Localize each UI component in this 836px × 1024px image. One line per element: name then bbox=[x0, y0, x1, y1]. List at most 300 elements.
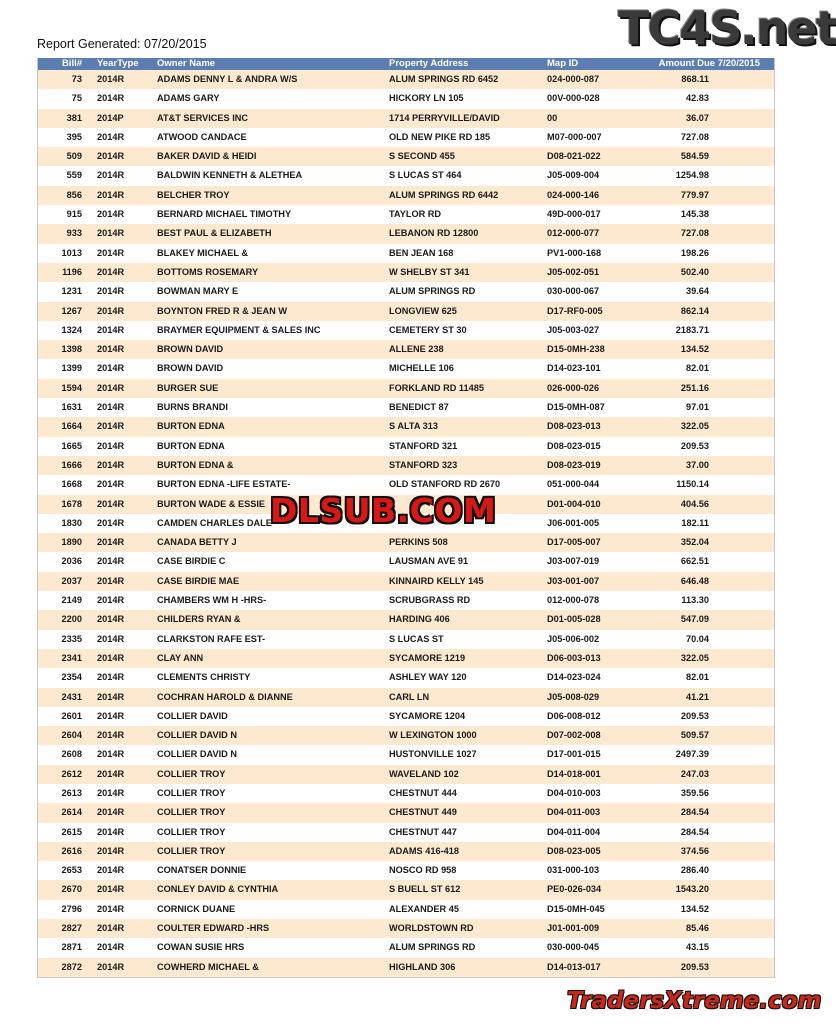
cell-bill: 1665 bbox=[61, 440, 82, 451]
cell-map-id: D08-021-022 bbox=[547, 151, 601, 162]
cell-property-address: OLD STANFORD RD 2670 bbox=[389, 479, 501, 490]
cell-owner-name: BALDWIN KENNETH & ALETHEA bbox=[157, 170, 303, 181]
cell-map-id: 030-000-067 bbox=[547, 286, 600, 297]
cell-amount-due: 113.30 bbox=[681, 595, 709, 606]
cell-year-type: 2014R bbox=[97, 807, 125, 818]
cell-bill: 915 bbox=[66, 209, 82, 220]
table-row bbox=[38, 437, 774, 456]
cell-property-address: SYCAMORE 1219 bbox=[389, 652, 466, 663]
cell-map-id: D08-023-013 bbox=[547, 421, 601, 432]
cell-year-type: 2014R bbox=[97, 402, 125, 413]
cell-bill: 2608 bbox=[61, 749, 82, 760]
cell-amount-due: 502.40 bbox=[680, 266, 709, 277]
cell-owner-name: COLLIER TROY bbox=[157, 807, 226, 818]
table-row bbox=[38, 166, 774, 185]
cell-year-type: 2014R bbox=[97, 440, 125, 451]
cell-property-address: S BUELL ST 612 bbox=[389, 884, 461, 895]
cell-bill: 2431 bbox=[61, 691, 82, 702]
table-row bbox=[38, 707, 774, 726]
table-row bbox=[38, 302, 774, 321]
cell-owner-name: COLLIER TROY bbox=[157, 826, 226, 837]
cell-property-address: S LUCAS ST 464 bbox=[389, 170, 462, 181]
cell-year-type: 2014R bbox=[97, 730, 125, 741]
cell-map-id: M07-000-007 bbox=[547, 131, 602, 142]
cell-property-address: BEN JEAN 168 bbox=[389, 247, 454, 258]
table-row bbox=[38, 379, 774, 398]
cell-property-address: ALUM SPRINGS RD 6442 bbox=[389, 189, 499, 200]
cell-bill: 1196 bbox=[62, 266, 82, 277]
cell-amount-due: 97.01 bbox=[686, 402, 709, 413]
cell-amount-due: 359.56 bbox=[680, 787, 709, 798]
cell-owner-name: COLLIER TROY bbox=[157, 787, 226, 798]
cell-owner-name: BURTON WADE & ESSIE bbox=[157, 498, 266, 509]
cell-property-address: WORLDSTOWN RD bbox=[389, 923, 474, 934]
cell-year-type: 2014R bbox=[97, 884, 125, 895]
cell-map-id: D17-RF0-005 bbox=[547, 305, 603, 316]
cell-map-id: 031-000-103 bbox=[547, 865, 600, 876]
cell-bill: 395 bbox=[66, 131, 82, 142]
cell-owner-name: CASE BIRDIE C bbox=[157, 556, 226, 567]
cell-year-type: 2014R bbox=[97, 826, 125, 837]
cell-bill: 2616 bbox=[61, 845, 82, 856]
table-row bbox=[38, 282, 774, 301]
cell-year-type: 2014R bbox=[97, 93, 125, 104]
cell-map-id: D04-011-004 bbox=[547, 826, 601, 837]
cell-amount-due: 547.09 bbox=[680, 614, 709, 625]
table-row bbox=[38, 205, 774, 224]
cell-year-type: 2014R bbox=[97, 633, 125, 644]
cell-bill: 73 bbox=[71, 74, 82, 84]
cell-owner-name: BURTON EDNA bbox=[157, 440, 225, 451]
cell-amount-due: 2497.39 bbox=[675, 749, 709, 760]
cell-year-type: 2014R bbox=[97, 209, 125, 220]
cell-bill: 2037 bbox=[61, 575, 82, 586]
table-row bbox=[38, 417, 774, 436]
cell-property-address: CARL LN bbox=[389, 691, 430, 702]
cell-owner-name: BOYNTON FRED R & JEAN W bbox=[157, 305, 287, 316]
table-row bbox=[38, 321, 774, 340]
cell-bill: 1664 bbox=[61, 421, 82, 432]
cell-bill: 2872 bbox=[61, 961, 82, 972]
cell-property-address: ALUM SPRINGS RD bbox=[389, 942, 476, 953]
cell-property-address: HIGHLAND 306 bbox=[389, 961, 456, 972]
cell-map-id: J03-007-019 bbox=[547, 556, 600, 567]
cell-property-address: HICKORY LN 105 bbox=[389, 93, 464, 104]
cell-owner-name: COWAN SUSIE HRS bbox=[157, 942, 245, 953]
cell-owner-name: CLAY ANN bbox=[157, 652, 204, 663]
table-row bbox=[38, 147, 774, 166]
cell-map-id: J05-006-002 bbox=[547, 633, 600, 644]
cell-bill: 2612 bbox=[61, 768, 82, 779]
cell-year-type: 2014R bbox=[97, 324, 125, 335]
cell-year-type: 2014R bbox=[97, 517, 125, 528]
cell-bill: 75 bbox=[71, 93, 82, 104]
cell-owner-name: CONATSER DONNIE bbox=[157, 865, 247, 876]
cell-bill: 2615 bbox=[61, 826, 82, 837]
cell-property-address: ALLENE 238 bbox=[389, 344, 444, 355]
cell-year-type: 2014R bbox=[97, 459, 125, 470]
cell-property-address: MICHELLE 106 bbox=[389, 363, 454, 374]
cell-year-type: 2014R bbox=[97, 749, 125, 760]
cell-amount-due: 286.40 bbox=[680, 865, 709, 876]
table-row bbox=[38, 765, 774, 784]
cell-bill: 2613 bbox=[61, 787, 82, 798]
cell-owner-name: ADAMS GARY bbox=[157, 93, 220, 104]
cell-amount-due: 662.51 bbox=[680, 556, 709, 567]
cell-owner-name: AT&T SERVICES INC bbox=[157, 112, 249, 123]
cell-year-type: 2014R bbox=[97, 691, 125, 702]
cell-owner-name: BURTON EDNA bbox=[157, 421, 225, 432]
cell-owner-name: COLLIER TROY bbox=[157, 845, 226, 856]
cell-bill: 2670 bbox=[61, 884, 82, 895]
table-row bbox=[38, 861, 774, 880]
cell-bill: 559 bbox=[66, 170, 82, 181]
cell-amount-due: 2183.71 bbox=[675, 324, 709, 335]
table-row bbox=[38, 128, 774, 147]
cell-property-address: CHESTNUT 449 bbox=[389, 807, 457, 818]
table-row bbox=[38, 263, 774, 282]
cell-amount-due: 43.15 bbox=[686, 942, 709, 953]
cell-year-type: 2014R bbox=[97, 942, 125, 953]
cell-year-type: 2014R bbox=[97, 498, 125, 509]
cell-amount-due: 182.11 bbox=[681, 517, 709, 528]
cell-bill: 509 bbox=[66, 151, 82, 162]
cell-owner-name: COLLIER DAVID bbox=[157, 710, 228, 721]
cell-bill: 2614 bbox=[61, 807, 82, 818]
cell-amount-due: 209.53 bbox=[680, 440, 709, 451]
cell-bill: 1324 bbox=[61, 324, 82, 335]
table-row bbox=[38, 958, 774, 977]
cell-property-address: CHESTNUT 447 bbox=[389, 826, 457, 837]
cell-year-type: 2014R bbox=[97, 961, 125, 972]
cell-property-address: ALUM SPRINGS RD bbox=[389, 286, 476, 297]
cell-owner-name: BEST PAUL & ELIZABETH bbox=[157, 228, 272, 239]
cell-year-type: 2014R bbox=[97, 344, 125, 355]
table-row bbox=[38, 649, 774, 668]
table-row bbox=[38, 726, 774, 745]
cell-owner-name: CANADA BETTY J bbox=[157, 537, 237, 548]
cell-map-id: 051-000-044 bbox=[547, 479, 600, 490]
cell-map-id: D15-0MH-087 bbox=[547, 402, 605, 413]
cell-year-type: 2014R bbox=[97, 537, 125, 548]
table-row bbox=[38, 610, 774, 629]
cell-bill: 2200 bbox=[61, 614, 82, 625]
table-row bbox=[38, 89, 774, 108]
table-row bbox=[38, 823, 774, 842]
cell-year-type: 2014R bbox=[97, 768, 125, 779]
cell-owner-name: BRAYMER EQUIPMENT & SALES INC bbox=[157, 324, 321, 335]
cell-year-type: 2014R bbox=[97, 266, 125, 277]
cell-map-id: D04-010-003 bbox=[547, 787, 601, 798]
cell-bill: 1231 bbox=[61, 286, 82, 297]
cell-amount-due: 352.04 bbox=[680, 537, 709, 548]
table-row bbox=[38, 591, 774, 610]
cell-amount-due: 374.56 bbox=[680, 845, 709, 856]
cell-map-id: 012-000-077 bbox=[547, 228, 600, 239]
cell-bill: 1267 bbox=[61, 305, 82, 316]
cell-year-type: 2014R bbox=[97, 787, 125, 798]
cell-property-address: STANFORD 321 bbox=[389, 440, 458, 451]
cell-year-type: 2014R bbox=[97, 421, 125, 432]
cell-year-type: 2014R bbox=[97, 305, 125, 316]
cell-bill: 1631 bbox=[61, 402, 82, 413]
cell-bill: 1666 bbox=[61, 459, 82, 470]
cell-owner-name: CHAMBERS WM H -HRS- bbox=[157, 595, 267, 606]
table-row bbox=[38, 630, 774, 649]
cell-amount-due: 134.52 bbox=[680, 344, 709, 355]
cell-map-id: 012-000-078 bbox=[547, 595, 600, 606]
cell-year-type: 2014R bbox=[97, 131, 125, 142]
cell-amount-due: 37.00 bbox=[686, 459, 709, 470]
cell-map-id: D06-008-012 bbox=[547, 710, 601, 721]
cell-owner-name: BROWN DAVID bbox=[157, 363, 224, 374]
tradersxtreme-logo: TradersXtreme.com bbox=[567, 988, 822, 1014]
cell-property-address: ALEXANDER 45 bbox=[389, 903, 459, 914]
cell-map-id: D04-011-003 bbox=[547, 807, 601, 818]
table-row bbox=[38, 456, 774, 475]
cell-year-type: 2014R bbox=[97, 672, 125, 683]
cell-amount-due: 134.52 bbox=[680, 903, 709, 914]
table-row bbox=[38, 668, 774, 687]
cell-property-address: W LEXINGTON 1000 bbox=[389, 730, 477, 741]
cell-amount-due: 322.05 bbox=[680, 421, 709, 432]
cell-amount-due: 198.26 bbox=[680, 247, 709, 258]
table-row bbox=[38, 552, 774, 571]
cell-property-address: ALUM SPRINGS RD 6452 bbox=[389, 74, 499, 84]
dlsub-watermark: DLSUB.COM bbox=[270, 491, 497, 530]
cell-owner-name: COLLIER DAVID N bbox=[157, 730, 237, 741]
cell-year-type: 2014R bbox=[97, 595, 125, 606]
cell-owner-name: BURTON EDNA & bbox=[157, 459, 234, 470]
cell-year-type: 2014R bbox=[97, 363, 125, 374]
cell-owner-name: COLLIER TROY bbox=[157, 768, 226, 779]
cell-amount-due: 85.46 bbox=[686, 923, 709, 934]
cell-bill: 933 bbox=[66, 228, 82, 239]
cell-bill: 1399 bbox=[61, 363, 82, 374]
cell-bill: 2036 bbox=[61, 556, 82, 567]
table-row bbox=[38, 359, 774, 378]
cell-property-address: TAYLOR RD bbox=[389, 209, 442, 220]
cell-amount-due: 251.16 bbox=[680, 382, 709, 393]
cell-owner-name: CAMDEN CHARLES DALE bbox=[157, 517, 272, 528]
cell-owner-name: BURTON EDNA -LIFE ESTATE- bbox=[157, 479, 291, 490]
cell-map-id: D14-023-024 bbox=[547, 672, 601, 683]
table-row bbox=[38, 533, 774, 552]
cell-property-address: ADAMS 416-418 bbox=[389, 845, 459, 856]
cell-owner-name: CLEMENTS CHRISTY bbox=[157, 672, 251, 683]
cell-year-type: 2014R bbox=[97, 865, 125, 876]
cell-year-type: 2014R bbox=[97, 923, 125, 934]
cell-owner-name: COLLIER DAVID N bbox=[157, 749, 237, 760]
cell-map-id: 024-000-146 bbox=[547, 189, 600, 200]
cell-year-type: 2014R bbox=[97, 614, 125, 625]
cell-amount-due: 1254.98 bbox=[675, 170, 709, 181]
cell-property-address: OLD NEW PIKE RD 185 bbox=[389, 131, 491, 142]
header-map-id: Map ID bbox=[547, 58, 579, 69]
table-row bbox=[38, 919, 774, 938]
cell-bill: 2796 bbox=[61, 903, 82, 914]
cell-map-id: D01-005-028 bbox=[547, 614, 601, 625]
cell-year-type: 2014R bbox=[97, 74, 125, 84]
cell-amount-due: 284.54 bbox=[680, 826, 709, 837]
cell-property-address: HUSTONVILLE 1027 bbox=[389, 749, 477, 760]
table-row bbox=[38, 70, 774, 89]
cell-map-id: D07-002-008 bbox=[547, 730, 601, 741]
cell-year-type: 2014R bbox=[97, 556, 125, 567]
cell-owner-name: BOWMAN MARY E bbox=[157, 286, 239, 297]
cell-owner-name: CHILDERS RYAN & bbox=[157, 614, 241, 625]
cell-property-address: FORKLAND RD 11485 bbox=[389, 382, 484, 393]
cell-amount-due: 727.08 bbox=[680, 131, 709, 142]
cell-map-id: J05-009-004 bbox=[547, 170, 600, 181]
cell-property-address: NOSCO RD 958 bbox=[389, 865, 457, 876]
cell-owner-name: ATWOOD CANDACE bbox=[157, 131, 247, 142]
cell-property-address: ASHLEY WAY 120 bbox=[389, 672, 467, 683]
cell-bill: 1013 bbox=[61, 247, 82, 258]
cell-map-id: PE0-026-034 bbox=[547, 884, 602, 895]
cell-amount-due: 1543.20 bbox=[675, 884, 709, 895]
cell-bill: 2354 bbox=[61, 672, 82, 683]
cell-amount-due: 209.53 bbox=[680, 710, 709, 721]
cell-amount-due: 42.83 bbox=[686, 93, 709, 104]
cell-map-id: J05-002-051 bbox=[547, 266, 600, 277]
cell-year-type: 2014R bbox=[97, 382, 125, 393]
cell-bill: 1890 bbox=[61, 537, 82, 548]
cell-owner-name: COULTER EDWARD -HRS bbox=[157, 923, 270, 934]
table-row bbox=[38, 398, 774, 417]
header-bill: Bill# bbox=[61, 58, 82, 69]
cell-map-id: 49D-000-017 bbox=[547, 209, 601, 220]
cell-owner-name: COCHRAN HAROLD & DIANNE bbox=[157, 691, 293, 702]
table-row bbox=[38, 745, 774, 764]
cell-property-address: BENEDICT 87 bbox=[389, 402, 449, 413]
cell-year-type: 2014R bbox=[97, 247, 125, 258]
cell-owner-name: BERNARD MICHAEL TIMOTHY bbox=[157, 209, 292, 220]
header-amount-due: Amount Due 7/20/2015 bbox=[658, 58, 760, 69]
table-row bbox=[38, 224, 774, 243]
table-row bbox=[38, 109, 774, 128]
cell-year-type: 2014R bbox=[97, 652, 125, 663]
table-row bbox=[38, 340, 774, 359]
table-header bbox=[38, 58, 774, 70]
cell-amount-due: 70.04 bbox=[686, 633, 709, 644]
report-generated-date: Report Generated: 07/20/2015 bbox=[37, 37, 207, 51]
cell-map-id: D06-003-013 bbox=[547, 652, 601, 663]
table-row bbox=[38, 900, 774, 919]
cell-year-type: 2014R bbox=[97, 479, 125, 490]
cell-owner-name: CORNICK DUANE bbox=[157, 903, 236, 914]
cell-owner-name: BELCHER TROY bbox=[157, 189, 230, 200]
cell-owner-name: BAKER DAVID & HEIDI bbox=[157, 151, 257, 162]
cell-map-id: D17-005-007 bbox=[547, 537, 601, 548]
cell-map-id: 00V-000-028 bbox=[547, 93, 600, 104]
cell-year-type: 2014R bbox=[97, 151, 125, 162]
table-row bbox=[38, 244, 774, 263]
cell-bill: 2149 bbox=[61, 595, 82, 606]
cell-map-id: D15-0MH-045 bbox=[547, 903, 605, 914]
cell-amount-due: 36.07 bbox=[686, 112, 709, 123]
cell-bill: 2335 bbox=[61, 633, 82, 644]
cell-owner-name: BURNS BRANDI bbox=[157, 402, 228, 413]
cell-property-address: HARDING 406 bbox=[389, 614, 450, 625]
cell-bill: 1830 bbox=[61, 517, 82, 528]
cell-property-address: S SECOND 455 bbox=[389, 151, 455, 162]
cell-owner-name: BLAKEY MICHAEL & bbox=[157, 247, 249, 258]
cell-bill: 2341 bbox=[61, 652, 82, 663]
cell-amount-due: 322.05 bbox=[680, 652, 709, 663]
cell-amount-due: 779.97 bbox=[680, 189, 709, 200]
cell-year-type: 2014R bbox=[97, 845, 125, 856]
cell-map-id: J03-001-007 bbox=[547, 575, 600, 586]
cell-bill: 1668 bbox=[61, 479, 82, 490]
cell-bill: 1678 bbox=[61, 498, 82, 509]
cell-amount-due: 862.14 bbox=[680, 305, 709, 316]
cell-property-address: S LUCAS ST bbox=[389, 633, 444, 644]
cell-bill: 2827 bbox=[61, 923, 82, 934]
cell-amount-due: 41.21 bbox=[686, 691, 709, 702]
cell-year-type: 2014R bbox=[97, 189, 125, 200]
cell-owner-name: CLARKSTON RAFE EST- bbox=[157, 633, 266, 644]
table-row bbox=[38, 880, 774, 899]
cell-year-type: 2014R bbox=[97, 903, 125, 914]
table-row bbox=[38, 938, 774, 957]
cell-bill: 2601 bbox=[61, 710, 82, 721]
cell-map-id: J05-008-029 bbox=[547, 691, 600, 702]
cell-map-id: 030-000-045 bbox=[547, 942, 600, 953]
cell-map-id: D14-013-017 bbox=[547, 961, 601, 972]
cell-year-type: 2014R bbox=[97, 286, 125, 297]
cell-year-type: 2014R bbox=[97, 228, 125, 239]
header-property-address: Property Address bbox=[389, 58, 469, 69]
cell-property-address: CEMETERY ST 30 bbox=[389, 324, 467, 335]
cell-map-id: D08-023-005 bbox=[547, 845, 601, 856]
cell-map-id: PV1-000-168 bbox=[547, 247, 602, 258]
cell-amount-due: 39.64 bbox=[686, 286, 709, 297]
cell-property-address: LAUSMAN AVE 91 bbox=[389, 556, 469, 567]
cell-map-id: J05-003-027 bbox=[547, 324, 600, 335]
table-row bbox=[38, 688, 774, 707]
cell-property-address: STANFORD 323 bbox=[389, 459, 458, 470]
cell-property-address: WAVELAND 102 bbox=[389, 768, 459, 779]
cell-amount-due: 82.01 bbox=[686, 363, 709, 374]
cell-map-id: D17-001-015 bbox=[547, 749, 601, 760]
cell-property-address: CHESTNUT 444 bbox=[389, 787, 457, 798]
cell-bill: 2871 bbox=[61, 942, 82, 953]
cell-map-id: D14-023-101 bbox=[547, 363, 601, 374]
cell-property-address: 1714 PERRYVILLE/DAVID bbox=[389, 112, 500, 123]
header-year-type: YearType bbox=[97, 58, 139, 69]
cell-amount-due: 646.48 bbox=[680, 575, 709, 586]
cell-bill: 856 bbox=[66, 189, 82, 200]
cell-amount-due: 1150.14 bbox=[676, 479, 709, 490]
cell-owner-name: BOTTOMS ROSEMARY bbox=[157, 266, 259, 277]
cell-owner-name: COWHERD MICHAEL & bbox=[157, 961, 259, 972]
cell-property-address: LONGVIEW 625 bbox=[389, 305, 457, 316]
table-row bbox=[38, 842, 774, 861]
table-row bbox=[38, 572, 774, 591]
cell-year-type: 2014R bbox=[97, 170, 125, 181]
cell-map-id: 026-000-026 bbox=[547, 382, 600, 393]
cell-property-address: SCRUBGRASS RD bbox=[389, 595, 471, 606]
cell-property-address: W SHELBY ST 341 bbox=[389, 266, 470, 277]
cell-property-address: LEBANON RD 12800 bbox=[389, 228, 479, 239]
cell-bill: 381 bbox=[66, 112, 82, 123]
table-row bbox=[38, 784, 774, 803]
cell-year-type: 2014P bbox=[97, 112, 124, 123]
cell-property-address: PERKINS 508 bbox=[389, 537, 448, 548]
cell-bill: 2653 bbox=[61, 865, 82, 876]
cell-map-id: J06-001-005 bbox=[547, 517, 600, 528]
